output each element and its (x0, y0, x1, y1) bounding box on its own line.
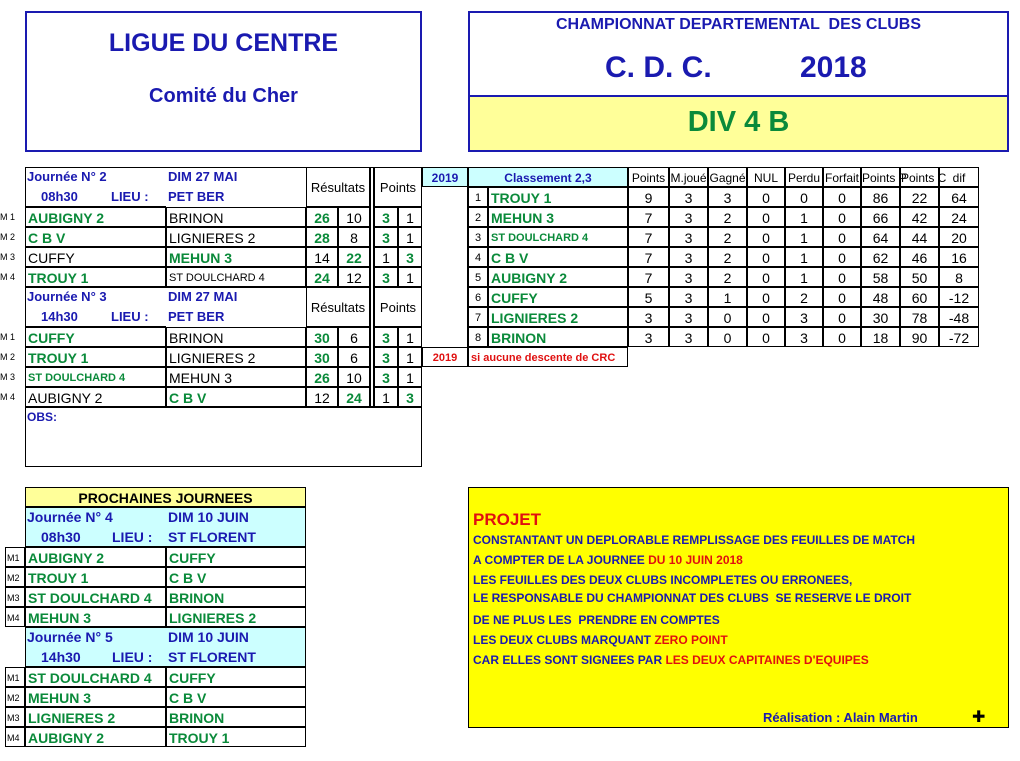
score-away: 10 (338, 207, 370, 227)
ranking-value: 0 (708, 307, 747, 327)
ranking-left-column (422, 187, 468, 347)
points-home: 1 (374, 247, 398, 267)
away-team: ST DOULCHARD 4 (166, 267, 306, 287)
next-home-team: LIGNIERES 2 (25, 707, 166, 727)
next-away-team: BRINON (166, 707, 306, 727)
season-year: 2018 (800, 51, 867, 84)
away-team: BRINON (166, 327, 306, 347)
ranking-team: MEHUN 3 (488, 207, 628, 227)
projet-line-1: CONSTANTANT UN DEPLORABLE REMPLISSAGE DES FEUILLES DE MATCH (473, 533, 916, 547)
ranking-value: 7 (628, 247, 669, 267)
ranking-value: 0 (747, 287, 785, 307)
next-match-number: M4 (5, 607, 25, 627)
ranking-rank: 8 (468, 327, 488, 347)
next-journee: Journée N° 5 (27, 629, 113, 645)
score-home: 30 (306, 327, 338, 347)
match-number: M 1 (0, 332, 16, 342)
championship-title: CHAMPIONNAT DEPARTEMENTAL DES CLUBS (555, 16, 922, 33)
points-away: 1 (398, 207, 422, 227)
championship-header-box (468, 11, 1009, 152)
day-journee: Journée N° 2 (27, 169, 107, 184)
next-home-team: TROUY 1 (25, 567, 166, 587)
projet-line-2a: A COMPTER DE LA JOURNEE (473, 553, 649, 567)
day-time: 08h30 (41, 189, 78, 204)
league-title: LIGUE DU CENTRE (108, 29, 339, 57)
ranking-team: ST DOULCHARD 4 (488, 227, 628, 247)
points-away: 1 (398, 267, 422, 287)
cursor-move-icon: ✚ (972, 709, 986, 726)
day-lieu-label: LIEU : (111, 189, 149, 204)
ranking-value: 62 (861, 247, 900, 267)
ranking-value: 3 (708, 187, 747, 207)
points-home: 3 (374, 227, 398, 247)
resultats-header: Résultats (306, 167, 370, 207)
day-date: DIM 27 MAI (168, 289, 238, 304)
ranking-value: 3 (669, 207, 708, 227)
home-team: CUFFY (25, 247, 166, 267)
ranking-value: 0 (823, 187, 861, 207)
division-title: DIV 4 B (687, 106, 790, 138)
ranking-value: 0 (708, 327, 747, 347)
next-match-number: M3 (5, 707, 25, 727)
ranking-value: 50 (900, 267, 939, 287)
ranking-value: 8 (939, 267, 979, 287)
home-team: AUBIGNY 2 (25, 207, 166, 227)
score-away: 6 (338, 327, 370, 347)
ranking-column-header: Perdu (785, 167, 823, 187)
ranking-value: 0 (785, 187, 823, 207)
next-away-team: LIGNIERES 2 (166, 607, 306, 627)
ranking-value: 20 (939, 227, 979, 247)
day-date: DIM 27 MAI (168, 169, 238, 184)
ranking-value: 1 (785, 227, 823, 247)
next-away-team: C B V (166, 687, 306, 707)
ranking-value: 0 (823, 327, 861, 347)
away-team: BRINON (166, 207, 306, 227)
points-header: Points (374, 287, 422, 327)
projet-line-2b: DU 10 JUIN 2018 (648, 553, 743, 567)
match-number: M 3 (0, 372, 16, 382)
away-team: LIGNIERES 2 (166, 347, 306, 367)
score-home: 30 (306, 347, 338, 367)
ranking-value: 2 (708, 267, 747, 287)
score-away: 8 (338, 227, 370, 247)
ranking-note: si aucune descente de CRC (468, 347, 628, 367)
next-match-number: M4 (5, 727, 25, 747)
next-journee: Journée N° 4 (27, 509, 113, 525)
projet-line-7b: LES DEUX CAPITAINES D'EQUIPES (665, 653, 869, 667)
match-number: M 1 (0, 212, 16, 222)
ranking-value: -48 (939, 307, 979, 327)
next-match-number: M2 (5, 687, 25, 707)
next-match-number: M3 (5, 587, 25, 607)
score-home: 14 (306, 247, 338, 267)
score-away: 6 (338, 347, 370, 367)
ranking-value: 22 (900, 187, 939, 207)
ranking-column-header: Gagné (708, 167, 747, 187)
ranking-value: 86 (861, 187, 900, 207)
ranking-value: 7 (628, 207, 669, 227)
ranking-value: 7 (628, 227, 669, 247)
next-match-number: M1 (5, 667, 25, 687)
score-away: 24 (338, 387, 370, 407)
ranking-value: 1 (785, 247, 823, 267)
ranking-value: 2 (708, 227, 747, 247)
next-lieu: ST FLORENT (168, 649, 256, 665)
ranking-value: 16 (939, 247, 979, 267)
match-number: M 2 (0, 352, 16, 362)
away-team: MEHUN 3 (166, 367, 306, 387)
next-home-team: MEHUN 3 (25, 607, 166, 627)
next-home-team: AUBIGNY 2 (25, 727, 166, 747)
match-number: M 2 (0, 232, 16, 242)
ranking-value: 0 (823, 307, 861, 327)
projet-line-6a: LES DEUX CLUBS MARQUANT (473, 633, 655, 647)
ranking-value: 3 (628, 327, 669, 347)
points-header: Points (374, 167, 422, 207)
ranking-value: 0 (823, 247, 861, 267)
points-home: 1 (374, 387, 398, 407)
results-gap-column (370, 167, 374, 407)
ranking-value: 0 (823, 227, 861, 247)
ranking-value: -12 (939, 287, 979, 307)
ranking-value: 46 (900, 247, 939, 267)
ranking-value: 44 (900, 227, 939, 247)
projet-signature: Réalisation : Alain Martin (763, 710, 918, 725)
score-away: 10 (338, 367, 370, 387)
ranking-team: BRINON (488, 327, 628, 347)
ranking-value: 60 (900, 287, 939, 307)
ranking-value: 3 (669, 187, 708, 207)
ranking-value: 3 (669, 307, 708, 327)
score-away: 22 (338, 247, 370, 267)
ranking-value: 2 (708, 247, 747, 267)
ranking-column-header: Forfait (823, 167, 861, 187)
ranking-value: 24 (939, 207, 979, 227)
ranking-value: 42 (900, 207, 939, 227)
day-lieu-label: LIEU : (111, 309, 149, 324)
projet-line-7 (473, 653, 869, 667)
points-away: 1 (398, 347, 422, 367)
ranking-team: CUFFY (488, 287, 628, 307)
ranking-team: TROUY 1 (488, 187, 628, 207)
ranking-title: Classement 2,3 (468, 167, 628, 187)
next-away-team: TROUY 1 (166, 727, 306, 747)
ranking-column-header: NUL (747, 167, 785, 187)
points-away: 3 (398, 387, 422, 407)
ranking-column-header: dif (939, 167, 979, 187)
ranking-value: 2 (785, 287, 823, 307)
score-home: 12 (306, 387, 338, 407)
ranking-value: 64 (861, 227, 900, 247)
next-away-team: BRINON (166, 587, 306, 607)
ranking-team: AUBIGNY 2 (488, 267, 628, 287)
committee-title: Comité du Cher (149, 85, 298, 107)
ranking-value: 1 (708, 287, 747, 307)
ranking-value: 0 (747, 267, 785, 287)
next-date: DIM 10 JUIN (168, 629, 249, 645)
next-home-team: AUBIGNY 2 (25, 547, 166, 567)
next-home-team: ST DOULCHARD 4 (25, 587, 166, 607)
home-team: TROUY 1 (25, 347, 166, 367)
next-lieu-label: LIEU : (112, 529, 153, 545)
match-number: M 3 (0, 252, 16, 262)
next-lieu: ST FLORENT (168, 529, 256, 545)
next-date: DIM 10 JUIN (168, 509, 249, 525)
ranking-value: 3 (628, 307, 669, 327)
points-home: 3 (374, 267, 398, 287)
projet-box (468, 487, 1009, 728)
points-away: 1 (398, 327, 422, 347)
ranking-value: 3 (669, 327, 708, 347)
points-away: 3 (398, 247, 422, 267)
ranking-column-header: M.joué (669, 167, 708, 187)
ranking-value: 2 (708, 207, 747, 227)
match-number: M 4 (0, 272, 16, 282)
projet-title: PROJET (473, 510, 542, 529)
score-home: 26 (306, 207, 338, 227)
ranking-value: 3 (785, 327, 823, 347)
points-home: 3 (374, 347, 398, 367)
next-match-number: M2 (5, 567, 25, 587)
ranking-value: 0 (747, 187, 785, 207)
ranking-value: 9 (628, 187, 669, 207)
ranking-rank: 5 (468, 267, 488, 287)
ranking-value: 30 (861, 307, 900, 327)
ranking-rank: 6 (468, 287, 488, 307)
obs-label: OBS: (27, 410, 57, 424)
next-time: 14h30 (41, 649, 81, 665)
projet-line-5: DE NE PLUS LES PRENDRE EN COMPTES (473, 613, 720, 627)
ranking-value: 48 (861, 287, 900, 307)
day-lieu: PET BER (168, 309, 225, 324)
points-away: 1 (398, 367, 422, 387)
ranking-team: C B V (488, 247, 628, 267)
home-team: CUFFY (25, 327, 166, 347)
ranking-value: 18 (861, 327, 900, 347)
ranking-value: 3 (785, 307, 823, 327)
ranking-rank: 3 (468, 227, 488, 247)
ranking-column-header: Points P (861, 167, 900, 187)
points-home: 3 (374, 367, 398, 387)
ranking-value: 1 (785, 207, 823, 227)
next-match-number: M1 (5, 547, 25, 567)
ranking-value: 78 (900, 307, 939, 327)
ranking-rank: 1 (468, 187, 488, 207)
score-home: 24 (306, 267, 338, 287)
ranking-value: 0 (747, 207, 785, 227)
projet-line-6b: ZERO POINT (654, 633, 728, 647)
ranking-value: 0 (823, 207, 861, 227)
next-home-team: ST DOULCHARD 4 (25, 667, 166, 687)
ranking-value: 3 (669, 247, 708, 267)
next-time: 08h30 (41, 529, 81, 545)
ranking-rank: 2 (468, 207, 488, 227)
ranking-column-header: Points C (900, 167, 939, 187)
next-away-team: CUFFY (166, 667, 306, 687)
ranking-rank: 7 (468, 307, 488, 327)
score-home: 26 (306, 367, 338, 387)
ranking-value: 66 (861, 207, 900, 227)
home-team: TROUY 1 (25, 267, 166, 287)
ranking-value: 5 (628, 287, 669, 307)
ranking-value: 0 (747, 327, 785, 347)
ranking-column-header: Points (628, 167, 669, 187)
home-team: AUBIGNY 2 (25, 387, 166, 407)
division-band (470, 95, 1007, 150)
home-team: ST DOULCHARD 4 (25, 367, 166, 387)
projet-line-2 (473, 553, 743, 567)
ranking-value: 0 (747, 307, 785, 327)
resultats-header: Résultats (306, 287, 370, 327)
day-journee: Journée N° 3 (27, 289, 107, 304)
ranking-value: 3 (669, 267, 708, 287)
match-number: M 4 (0, 392, 16, 402)
next-away-team: CUFFY (166, 547, 306, 567)
ranking-value: 0 (823, 267, 861, 287)
next-lieu-label: LIEU : (112, 649, 153, 665)
ranking-value: 3 (669, 227, 708, 247)
next-title: PROCHAINES JOURNEES (25, 487, 306, 507)
ranking-year: 2019 (422, 167, 468, 187)
ranking-team: LIGNIERES 2 (488, 307, 628, 327)
home-team: C B V (25, 227, 166, 247)
ranking-value: 0 (747, 227, 785, 247)
ranking-value: 0 (747, 247, 785, 267)
score-home: 28 (306, 227, 338, 247)
projet-line-6 (473, 633, 728, 647)
points-home: 3 (374, 207, 398, 227)
projet-line-7a: CAR ELLES SONT SIGNEES PAR (473, 653, 666, 667)
projet-line-3: LES FEUILLES DES DEUX CLUBS INCOMPLETES OU ERRONEES, (473, 573, 853, 587)
ranking-value: 64 (939, 187, 979, 207)
ranking-value: 3 (669, 287, 708, 307)
next-away-team: C B V (166, 567, 306, 587)
away-team: C B V (166, 387, 306, 407)
ranking-rank: 4 (468, 247, 488, 267)
cdc-label: C. D. C. (605, 51, 712, 84)
ranking-value: 7 (628, 267, 669, 287)
day-time: 14h30 (41, 309, 78, 324)
league-header-box (25, 11, 422, 152)
points-away: 1 (398, 227, 422, 247)
away-team: LIGNIERES 2 (166, 227, 306, 247)
ranking-value: -72 (939, 327, 979, 347)
score-away: 12 (338, 267, 370, 287)
ranking-note-year: 2019 (422, 347, 468, 367)
ranking-value: 0 (823, 287, 861, 307)
ranking-value: 90 (900, 327, 939, 347)
ranking-value: 58 (861, 267, 900, 287)
day-lieu: PET BER (168, 189, 225, 204)
points-home: 3 (374, 327, 398, 347)
ranking-value: 1 (785, 267, 823, 287)
away-team: MEHUN 3 (166, 247, 306, 267)
next-home-team: MEHUN 3 (25, 687, 166, 707)
projet-line-4: LE RESPONSABLE DU CHAMPIONNAT DES CLUBS SE RESERVE LE DROIT (473, 591, 912, 605)
